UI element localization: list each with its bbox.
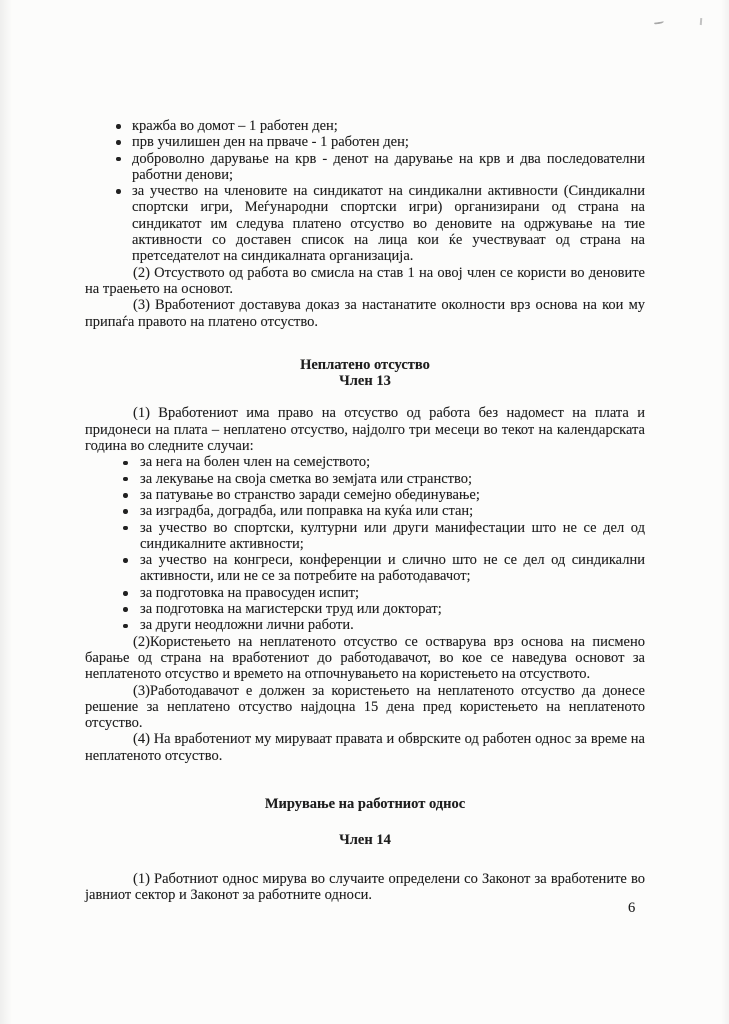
paragraph-paid-leave-3: (3) Вработениот доставува доказ за настанатите околности врз основа на кои му припаѓа правото на платено отсуство. [85, 297, 645, 330]
list-item: за патување во странство заради семејно обединување; [85, 487, 645, 503]
paragraph-article13-intro: (1) Вработениот има право на отсуство од работа без надомест на плата и придонеси на плата – неплатено отсуство, најдолго три месеци во текот на календарската година во следните случаи: [85, 405, 645, 455]
paragraph-article13-3: (3)Работодавачот е должен за користењето на неплатеното отсуство да донесе решение за неплатено отсуство најдоцна 15 дена пред користењето на неплатеното отсуство. [85, 682, 645, 732]
paragraph-article13-4: (4) На вработениот му мируваат правата и обврските од работен однос за време на неплатеното отсуство. [85, 731, 645, 764]
paragraph-article13-2: (2)Користењето на неплатеното отсуство се остварува врз основа на писмено барање од страна на вработениот до работодавачот, во кое се наведува основот за неплатеното отсуство и времето на отпочнувањето на користењето на отсуството. [85, 633, 645, 683]
scan-edge-shadow-left [0, 0, 12, 1024]
list-item: доброволно дарување на крв - денот на дарување на крв и два последователни работни денови; [85, 151, 645, 184]
article-13-heading: Член 13 [339, 373, 391, 390]
list-item: за подготовка на правосуден испит; [85, 585, 645, 601]
list-item: за учество во спортски, културни или други манифестации што не се дел од синдикалните активности; [85, 520, 645, 553]
list-item: за учество на членовите на синдикатот на синдикални активности (Синдикални спортски игри, Меѓународни спортски игри) организирани од страна на синдикатот им следува платено отсуство во деновите на одржување на тие активности со доставен список на лица кои ќе учествуваат од страна на претседателот на синдикалната организација. [85, 183, 645, 264]
list-item: за други неодложни лични работи. [85, 617, 645, 633]
list-item: за учество на конгреси, конференции и слично што не се дел од синдикални активности, или не се за потребите на работодавачот; [85, 552, 645, 585]
section-title-unpaid-leave: Неплатено отсуство [300, 356, 430, 373]
unpaid-leave-cases-list [85, 454, 645, 633]
paragraph-paid-leave-2: (2) Отсуството од работа во смисла на став 1 на овој член се користи во деновите на траењето на основот. [85, 264, 645, 297]
scan-artifact-smudge [654, 20, 664, 25]
paragraph-article14-1: (1) Работниот однос мирува во случаите определени со Законот за вработените во јавниот сектор и Законот за работните односи. [85, 870, 645, 903]
list-item: прв училишен ден на прваче - 1 работен ден; [85, 134, 645, 150]
list-item: за нега на болен член на семејството; [85, 454, 645, 470]
section-title-dormancy: Мирување на работниот однос [264, 795, 466, 812]
list-item: кражба во домот – 1 работен ден; [85, 118, 645, 134]
scan-edge-shadow-right [721, 0, 729, 1024]
scan-artifact-speck [700, 18, 702, 25]
article-14-heading: Член 14 [339, 832, 391, 849]
list-item: за лекување на своја сметка во земјата или странство; [85, 471, 645, 487]
page-number: 6 [628, 900, 636, 916]
list-item: за подготовка на магистерски труд или докторат; [85, 601, 645, 617]
paid-leave-bullet-list [85, 118, 645, 265]
list-item: за изградба, доградба, или поправка на куќа или стан; [85, 503, 645, 519]
page-content [85, 118, 645, 903]
